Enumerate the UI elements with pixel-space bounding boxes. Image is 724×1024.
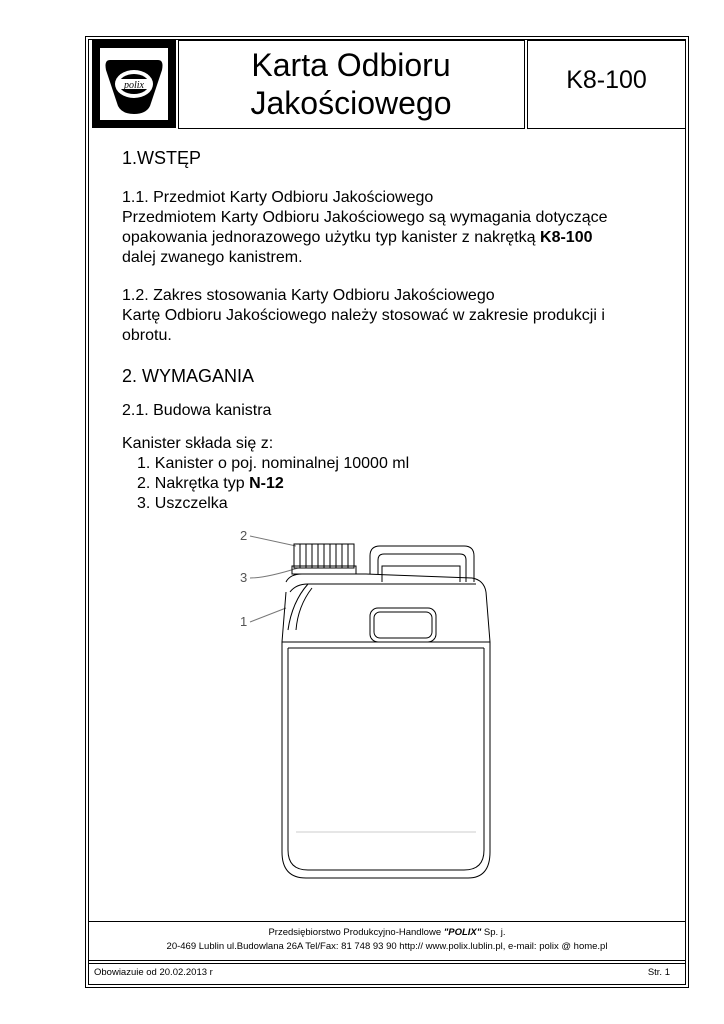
section-1-1-text-1: Przedmiotem Karty Odbioru Jakościowego są wymagania dotyczące (122, 209, 608, 226)
section-1-2-text-2: obrotu. (122, 327, 172, 344)
section-1-2-text-1: Kartę Odbioru Jakościowego należy stosować w zakresie produkcji i (122, 307, 605, 324)
page-number: Str. 1 (647, 967, 670, 978)
footer-address: 20-469 Lublin ul.Budowlana 26A Tel/Fax: 81 748 93 90 http:// www.polix.lublin.pl, e-mail: polix @ home.pl (166, 941, 608, 952)
valid-from: Obowiazuie od 20.02.2013 r (94, 967, 213, 978)
company-logo (92, 40, 176, 128)
section-1-1-text-3: dalej zwanego kanistrem. (122, 249, 303, 266)
svg-text:polix: polix (124, 80, 144, 91)
component-item: 2. Nakrętka typ N-12 (137, 475, 284, 492)
component-item: 1. Kanister o poj. nominalnej 10000 ml (137, 455, 410, 472)
label-3: 3 (240, 570, 248, 585)
document-code: K8-100 (566, 66, 647, 94)
section-1-heading: 1.WSTĘP (122, 148, 202, 168)
components-intro: Kanister składa się z: (122, 435, 274, 452)
document-title: Karta Odbioru Jakościowego (250, 47, 452, 121)
section-1-1-heading: 1.1. Przedmiot Karty Odbioru Jakościowego (122, 189, 434, 206)
section-2-heading: 2. WYMAGANIA (122, 366, 255, 386)
section-1-1-text-2: opakowania jednorazowego użytku typ kanister z nakrętką K8-100 (122, 229, 593, 246)
footer-company: Przedsiębiorstwo Produkcyjno-Handlowe "POLIX" Sp. j. (268, 927, 506, 938)
section-2-1-heading: 2.1. Budowa kanistra (122, 402, 272, 419)
canister-technical-drawing (236, 522, 498, 902)
section-1-2-heading: 1.2. Zakres stosowania Karty Odbioru Jakościowego (122, 287, 495, 304)
component-item: 3. Uszczelka (137, 495, 228, 512)
label-1: 1 (240, 614, 248, 629)
label-2: 2 (240, 528, 248, 543)
